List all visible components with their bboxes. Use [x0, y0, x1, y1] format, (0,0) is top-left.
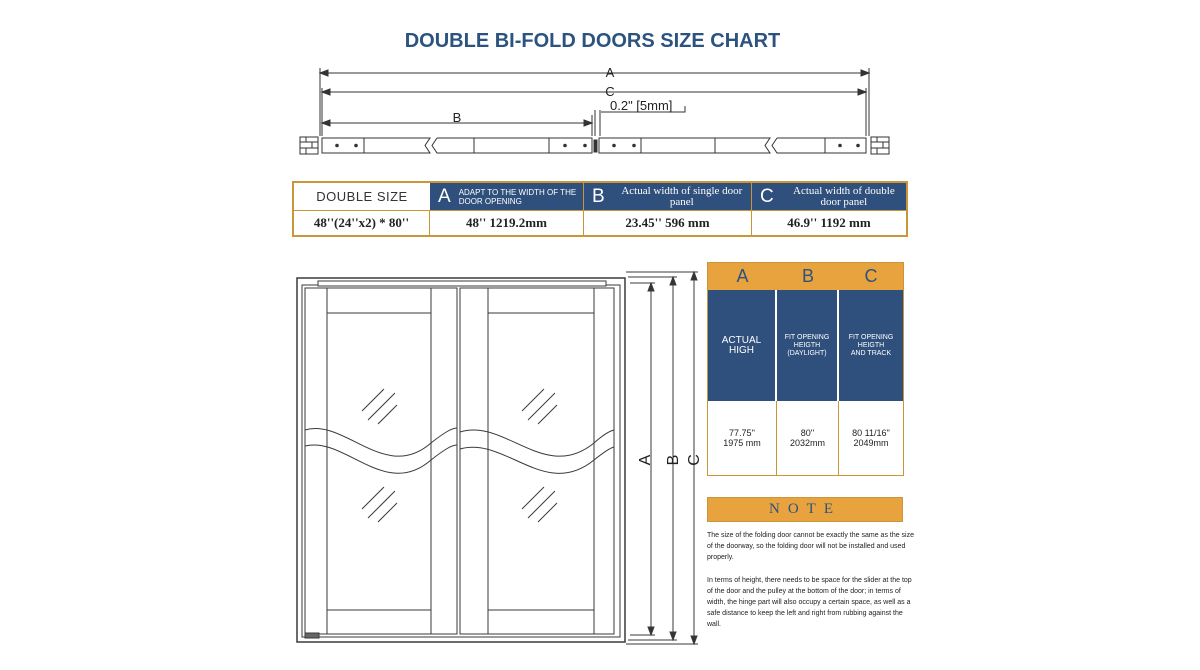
door-dim-label-a: A: [637, 454, 654, 466]
height-value-b: [777, 401, 839, 475]
height-header-b: B: [777, 263, 839, 290]
size-table-value-size: 48''(24''x2) * 80'': [294, 210, 430, 235]
header-text-c: Actual width of double door panel: [793, 184, 895, 208]
height-desc-c: [839, 290, 903, 401]
height-value-a: [708, 401, 777, 475]
height-value-c: [839, 401, 903, 475]
size-table-first-header: DOUBLE SIZE: [316, 189, 408, 204]
header-text-b: Actual width of single door panel: [621, 184, 743, 208]
header-letter-c: C: [760, 185, 774, 207]
size-table-value-a: 48'' 1219.2mm: [430, 210, 584, 235]
size-table-value-b: 23.45'' 596 mm: [584, 210, 752, 235]
size-table-header-b: [584, 183, 752, 210]
height-table: [707, 262, 904, 476]
right-wall-icon: [871, 137, 889, 154]
top-dim-label-b: B: [452, 110, 462, 125]
note-paragraph-2: In terms of height, there needs to be space for the slider at the top of the door and the pulley at the bottom of the door; in terms of width, the hinge part will also occupy a certain space, as well as a safe distance to keep the left and right from rubbing against the wall.: [707, 577, 912, 628]
left-door-plan: [322, 138, 592, 153]
desc-c-line-1: FIT OPENING: [848, 333, 894, 341]
value-a-inch: 77.75'': [729, 428, 755, 438]
value-b-mm: 2032mm: [789, 438, 825, 448]
value-a-mm: 1975 mm: [723, 438, 761, 448]
desc-b-line-3: (DAYLIGHT): [787, 349, 827, 357]
note-paragraph-1: The size of the folding door cannot be exactly the same as the size of the doorway, so the folding door will not be installed and used properly.: [707, 532, 915, 561]
gap-label: 0.2" [5mm]: [610, 98, 673, 113]
value-c-mm: 2049mm: [853, 438, 889, 448]
right-door-plan: [599, 138, 866, 153]
header-letter-a: A: [438, 185, 451, 207]
size-table-value-c: 46.9'' 1192 mm: [752, 210, 906, 235]
desc-b-line-1: FIT OPENING: [784, 333, 830, 341]
desc-c-line-2: HEIGTH: [857, 341, 885, 349]
top-dim-label-c: C: [605, 84, 615, 99]
size-table-header-a: [430, 183, 584, 210]
value-c-inch: 80 11/16'': [852, 428, 890, 438]
desc-a-line-1: ACTUAL: [721, 334, 762, 346]
size-table: [292, 181, 908, 237]
desc-b-line-2: HEIGTH: [793, 341, 821, 349]
height-desc-b: [777, 290, 839, 401]
door-dim-label-c: C: [686, 454, 703, 466]
header-text-a: ADAPT TO THE WIDTH OF THE DOOR OPENING: [458, 187, 577, 206]
height-header-c: C: [839, 263, 903, 290]
page-title: DOUBLE BI-FOLD DOORS SIZE CHART: [404, 30, 781, 52]
left-wall-icon: [300, 137, 318, 154]
size-table-header-c: [752, 183, 906, 210]
note-heading: NOTE: [707, 497, 903, 522]
height-desc-a: [708, 290, 777, 401]
value-b-inch: 80'': [800, 428, 815, 438]
desc-a-line-2: HIGH: [728, 344, 754, 356]
door-dim-label-b: B: [665, 454, 682, 466]
top-plan-view: [300, 68, 889, 154]
height-header-a: A: [708, 263, 777, 290]
desc-c-line-3: AND TRACK: [850, 349, 892, 357]
header-letter-b: B: [592, 185, 605, 207]
top-dim-label-a: A: [605, 65, 615, 80]
